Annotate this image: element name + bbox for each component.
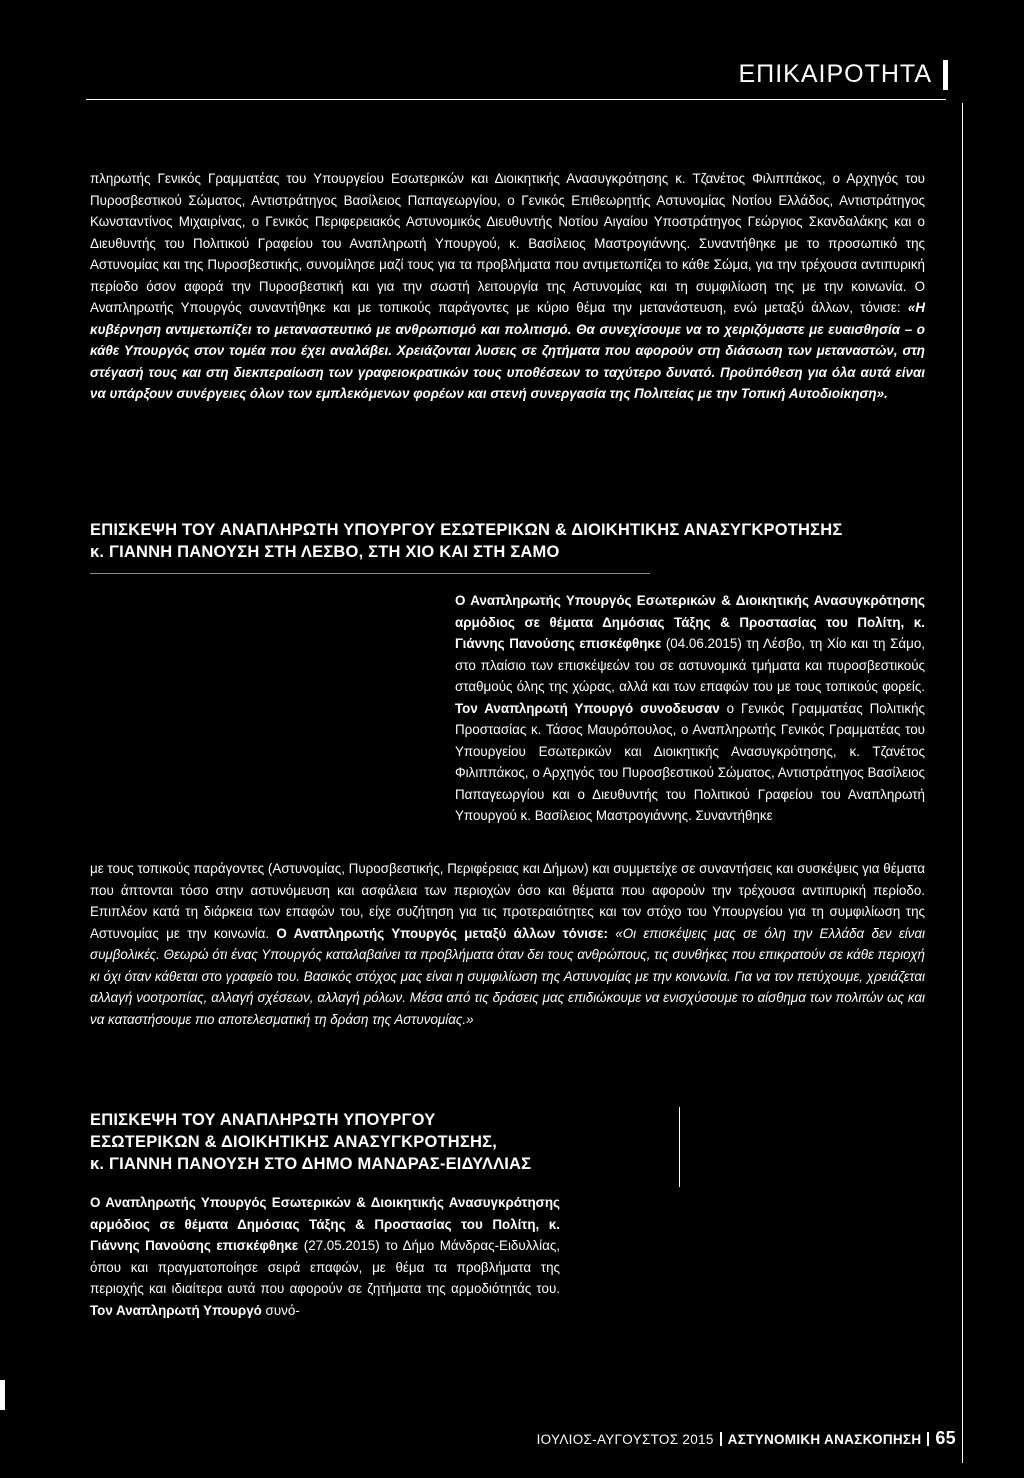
page-number: 65 <box>935 1428 956 1448</box>
article-3-heading <box>90 1109 610 1175</box>
article-3-heading-line3: κ. ΓΙΑΝΝΗ ΠΑΝΟΥΣΗ ΣΤΟ ΔΗΜΟ ΜΑΝΔΡΑΣ-ΕΙΔΥΛΛΙΑΣ <box>90 1155 532 1173</box>
header-rule <box>86 99 946 100</box>
column-divider <box>679 1107 680 1187</box>
article-3-lead-bold: Ο Αναπληρωτής Υπουργός Εσωτερικών & Διοικητικής Ανασυγκρότησης αρμόδιος σε θέματα Δημόσιας Τάξης & Προστασίας του Πολίτη, κ. Γιάννης Πανούσης επισκέφθηκε <box>90 1195 560 1253</box>
article-2-continued: με τους τοπικούς παράγοντες (Αστυνομίας, Πυροσβεστικής, Περιφέρειας και Δήμων) και συμμετείχε σε συναντήσεις και συσκέψεις για θέματα που άπτονται τόσο στην αστυνόμευση και ασφάλεια των περιοχών όσο και θέματα που αφορούν την τρέχουσα αντιπυρική περίοδο. Επιπλέον κατά τη διάρκεια των επαφών του, είχε συζήτηση για τις προτεραιότητες και τον στόχο του Υπουργείου για τη συμφιλίωση της Αστυνομίας με την κοινωνία. <box>90 861 925 941</box>
right-rule <box>962 103 963 1463</box>
article-3-heading-line1: ΕΠΙΣΚΕΨΗ ΤΟΥ ΑΝΑΠΛΗΡΩΤΗ ΥΠΟΥΡΓΟΥ <box>90 1111 436 1129</box>
article-2-quote: «Οι επισκέψεις μας σε όλη την Ελλάδα δεν είναι συμβολικές. Θεωρώ ότι ένας Υπουργός καταλαβαίνει τα προβλήματα όταν δει τους ανθρώπους, τις συνθήκες που επικρατούν σε κάθε περιοχή κι όχι όταν κάθεται στο γραφείο του. Βασικός στόχος μας είναι η συμφιλίωση της Αστυνομίας με την κοινωνία. Για να τον πετύχουμε, χρειάζεται αλλαγή νοοτροπίας, αλλαγή σχέσεων, αλλαγή ρόλων. Μέσα από τις δράσεις μας επιδιώκουμε να ενισχύσουμε το αίσθημα των πολιτών ως και να καταστήσουμε πιο αποτελεσματική τη δράση της Αστυνομίας.» <box>90 925 925 1027</box>
article-3-tail-bold: Τον Αναπληρωτή Υπουργό <box>90 1302 262 1318</box>
section-header: ΕΠΙΚΑΙΡΟΤΗΤΑ <box>738 60 932 88</box>
article-2-companion-text: ο Γενικός Γραμματέας Πολιτικής Προστασίας κ. Τάσος Μαυρόπουλος, ο Αναπληρωτής Γενικός Γραμματέας του Υπουργείου Εσωτερικών και Διοικητικής Ανασυγκρότησης, κ. Τζανέτος Φιλιππάκος, ο Αρχηγός του Πυροσβεστικού Σώματος, Αντιστράτηγος Βασίλειος Παπαγεωργίου και ο Διευθυντής του Πολιτικού Γραφείου του Αναπληρωτή Υπουργού κ. Βασίλειος Μαστρογιάννης. Συναντήθηκε <box>455 700 926 823</box>
article-3-body <box>90 1192 560 1321</box>
article-1-body <box>90 168 925 405</box>
article-2-heading-line2: κ. ΓΙΑΝΝΗ ΠΑΝΟΥΣΗ ΣΤΗ ΛΕΣΒΟ, ΣΤΗ ΧΙΟ ΚΑΙ ΣΤΗ ΣΑΜΟ <box>90 543 560 561</box>
article-2-rule <box>90 573 650 574</box>
article-2-lead-bold: Ο Αναπληρωτής Υπουργός Εσωτερικών & Διοικητικής Ανασυγκρότησης αρμόδιος σε θέματα Δημόσιας Τάξης & Προστασίας του Πολίτη, κ. Γιάννης Πανούσης επισκέφθηκε <box>455 593 925 651</box>
footer-separator <box>720 1432 722 1446</box>
article-2-lead <box>455 590 925 827</box>
article-3-heading-line2: ΕΣΩΤΕΡΙΚΩΝ & ΔΙΟΙΚΗΤΙΚΗΣ ΑΝΑΣΥΓΚΡΟΤΗΣΗΣ, <box>90 1133 498 1151</box>
footer-issue: ΙΟΥΛΙΟΣ-ΑΥΓΟΥΣΤΟΣ 2015 <box>536 1432 714 1447</box>
article-3-tail-text: συνό- <box>261 1302 300 1318</box>
page-footer <box>537 1428 956 1449</box>
article-2-body <box>90 858 925 1030</box>
footer-magazine: ΑΣΤΥΝΟΜΙΚΗ ΑΝΑΣΚΟΠΗΣΗ <box>727 1432 922 1447</box>
article-2-lead-text: (04.06.2015) τη Λέσβο, τη Χίο και τη Σάμο, στο πλαίσιο των επισκέψεών του σε αστυνομικά τμήματα και πυροσβεστικούς σταθμούς όλης της χώρας, αλλά και των επαφών του με τους τοπικούς φορείς. <box>455 636 925 694</box>
left-edge-mark <box>0 1380 5 1410</box>
article-1-intro: πληρωτής Γενικός Γραμματέας του Υπουργείου Εσωτερικών και Διοικητικής Ανασυγκρότησης κ. Τζανέτος Φιλιππάκος, ο Αρχηγός του Πυροσβεστικού Σώματος, Αντιστράτηγος Βασίλειος Παπαγεωργίου, ο Γενικός Επιθεωρητής Αστυνομίας Νοτίου Ελλάδος, Αντιστράτηγος Κωνσταντίνος Μιχαιρίνας, ο Γενικός Περιφερειακός Αστυνομικός Διευθυντής Νοτίου Αιγαίου Υποστράτηγος Γεώργιος Σκανδαλάκης και ο Διευθυντής του Πολιτικού Γραφείου του Αναπληρωτή Υπουργού, κ. Βασίλειος Μαστρογιάννης. Συναντήθηκε με το προσωπικό της Αστυνομίας και της Πυροσβεστικής, συνομίλησε μαζί τους για τα προβλήματα που αντιμετωπίζει το κάθε Σώμα, για την τρέχουσα αντιπυρική περίοδο όσον αφορά την Πυροσβεστική και για την σωστή λειτουργία της Αστυνομίας και τη συμφιλίωση της με την κοινωνία. Ο Αναπληρωτής Υπουργός συναντήθηκε και με τοπικούς παράγοντες με κύριο θέμα την μετανάστευση, ενώ μεταξύ άλλων, τόνισε: <box>90 171 925 315</box>
section-header-bar <box>943 60 948 90</box>
article-2-heading-line1: ΕΠΙΣΚΕΨΗ ΤΟΥ ΑΝΑΠΛΗΡΩΤΗ ΥΠΟΥΡΓΟΥ ΕΣΩΤΕΡΙΚΩΝ & ΔΙΟΙΚΗΤΙΚΗΣ ΑΝΑΣΥΓΚΡΟΤΗΣΗΣ <box>90 521 843 539</box>
article-3-lead-text: (27.05.2015) το Δήμο Μάνδρας-Ειδυλλίας, όπου και πραγματοποίησε σειρά επαφών, με θέμα τα προβλήματα της περιοχής και ιδιαίτερα αυτά που αφορούν σε ζητήματα της αρμοδιότητάς του. <box>90 1238 560 1296</box>
article-2-said-bold: Ο Αναπληρωτής Υπουργός μεταξύ άλλων τόνισε: <box>276 925 608 941</box>
article-1-quote: «Η κυβέρνηση αντιμετωπίζει το μεταναστευτικό με ανθρωπισμό και πολιτισμό. Θα συνεχίσουμε να το χειριζόμαστε με ευαισθησία – ο κάθε Υπουργός στον τομέα που έχει αναλάβει. Χρειάζονται λυσεις σε ζητήματα που αφορούν στη διάσωση των μεταναστών, στη στέγασή τους και στη διεκπεραίωση των γραφειοκρατικών τους υποθέσεων το ταχύτερο δυνατό. Προϋπόθεση για όλα αυτά είναι να υπάρξουν συνέργειες όλων των εμπλεκόμενων φορέων και στενή συνεργασία της Πολιτείας με την Τοπική Αυτοδιοίκηση». <box>90 300 925 401</box>
article-2-companion-bold: Τον Αναπληρωτή Υπουργό συνοδευσαν <box>455 700 720 716</box>
footer-separator <box>927 1432 929 1446</box>
article-2-heading <box>90 519 930 563</box>
